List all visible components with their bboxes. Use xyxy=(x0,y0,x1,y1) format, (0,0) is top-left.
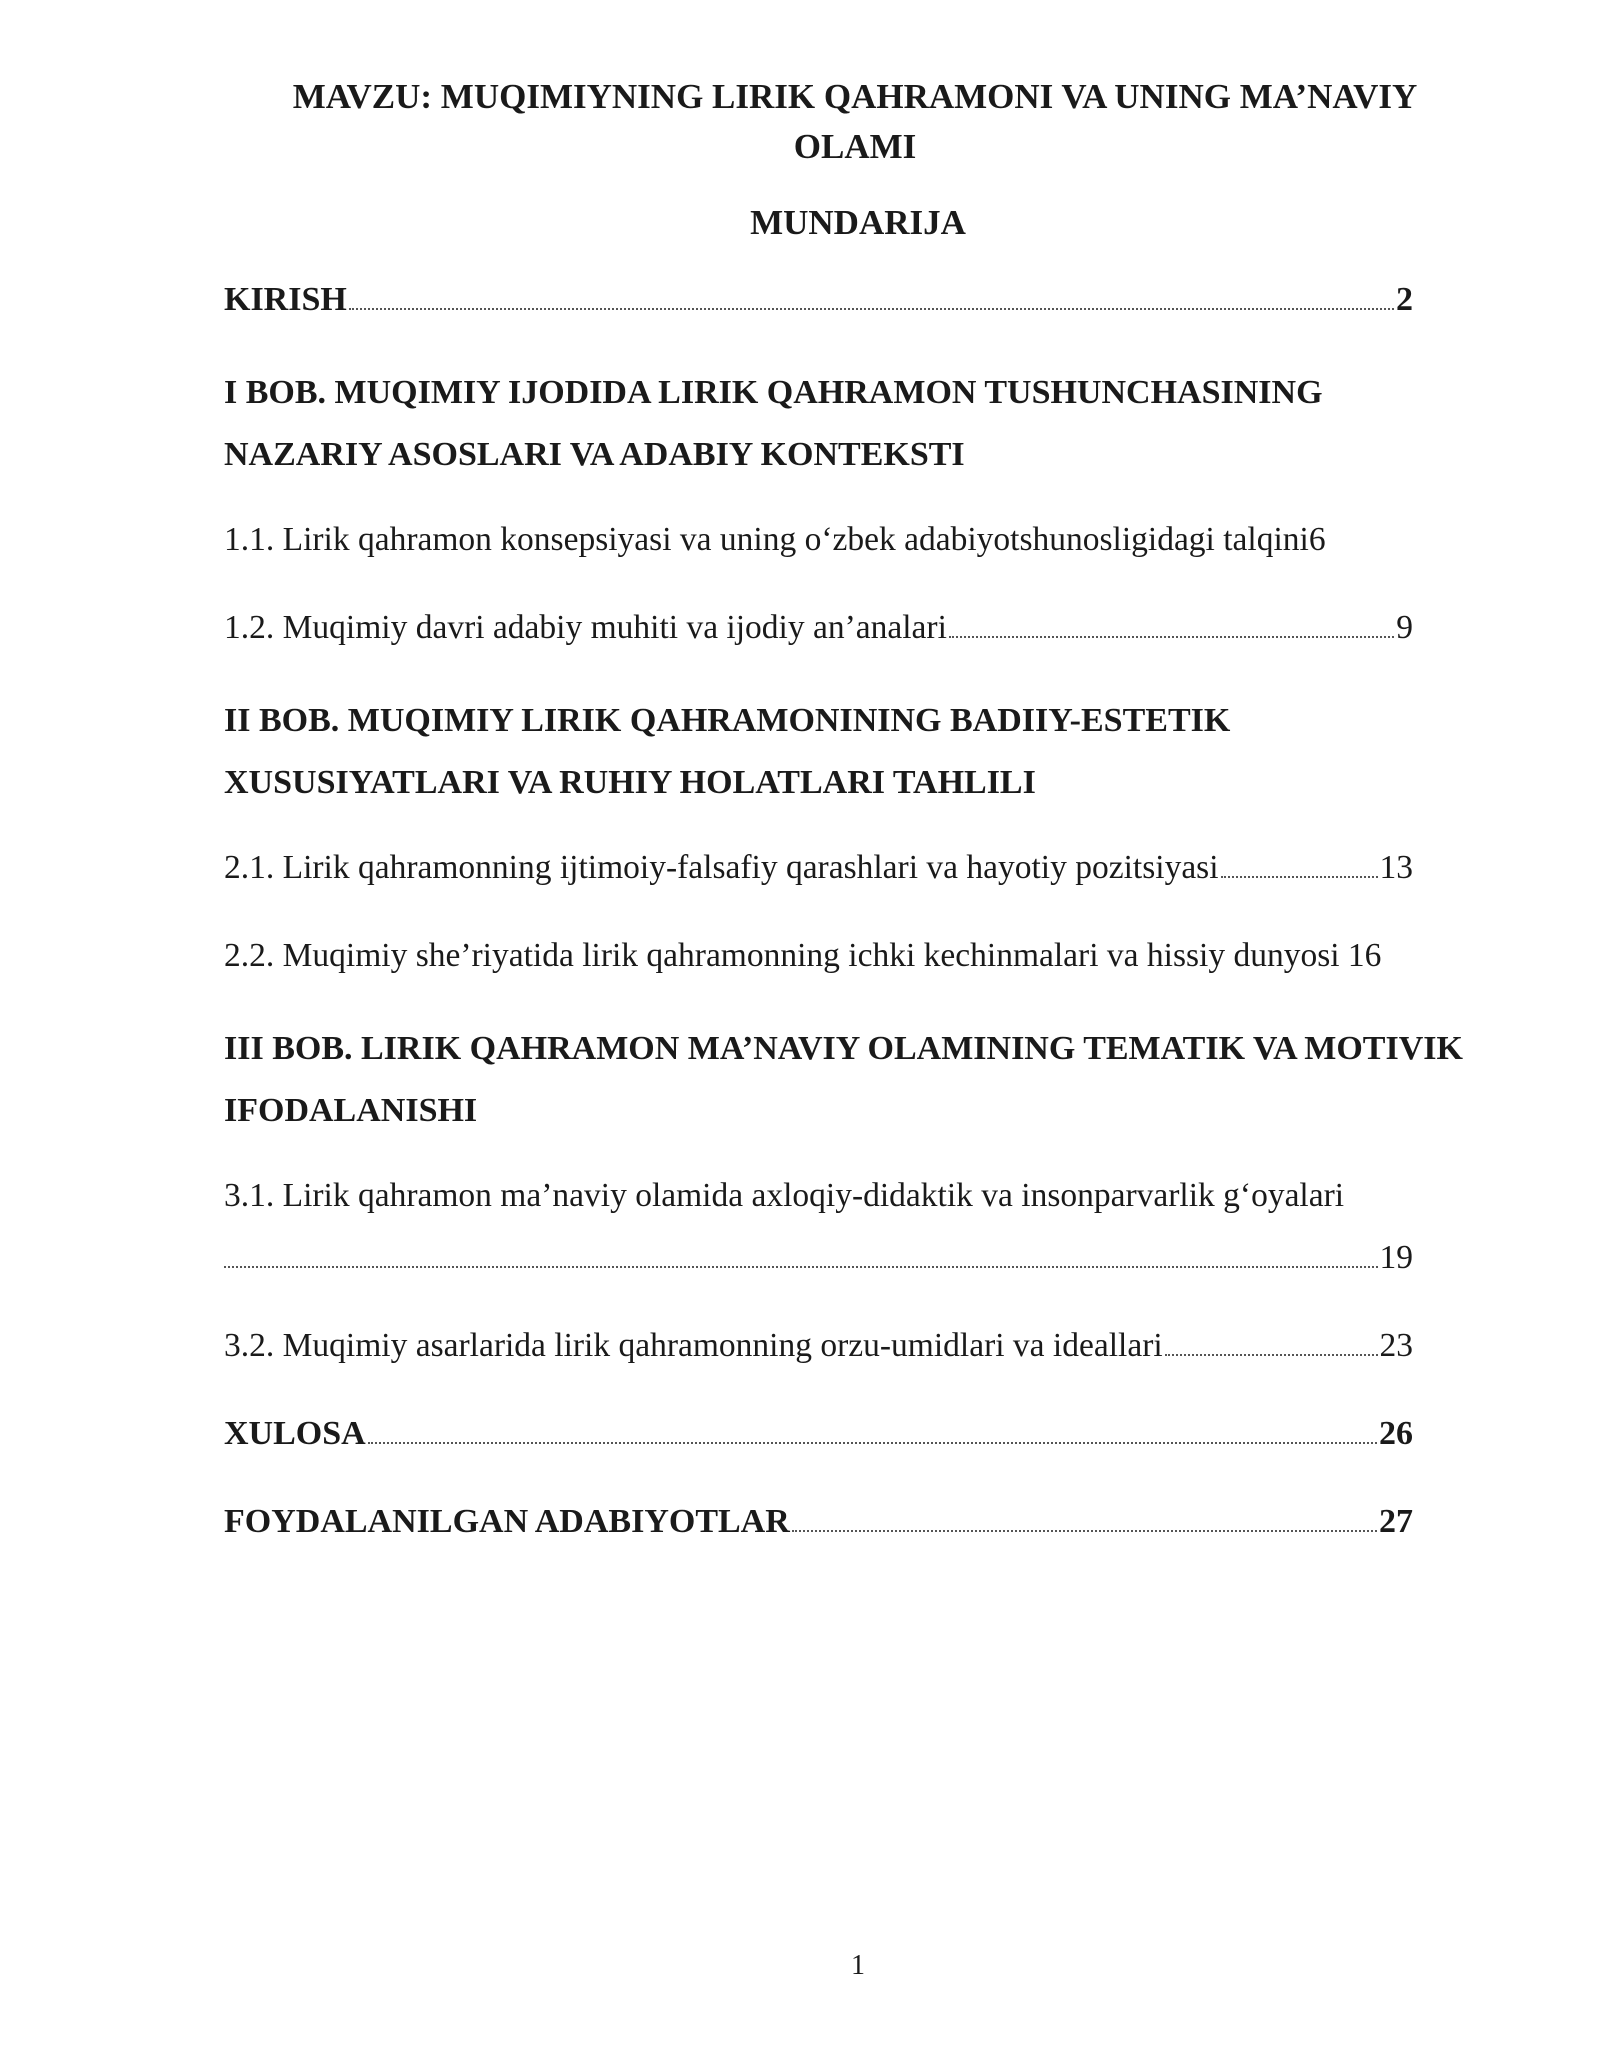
toc-entry-kirish xyxy=(224,278,1413,322)
document-topic: MAVZU: MUQIMIYNING LIRIK QAHRAMONI VA UNING MA’NAVIY OLAMI xyxy=(292,77,1418,166)
toc-entry-page: 9 xyxy=(1396,609,1413,646)
toc-entry-1-1 xyxy=(224,518,1326,562)
toc-chapter-1-heading: I BOB. MUQIMIY IJODIDA LIRIK QAHRAMON TUSHUNCHASINING NAZARIY ASOSLARI VA ADABIY KONTEKSTI xyxy=(224,374,1323,473)
toc-leader-dots xyxy=(368,1441,1377,1444)
toc-entry-1-2 xyxy=(224,606,1413,650)
toc-title: MUNDARIJA xyxy=(750,203,966,242)
toc-entry-page: 23 xyxy=(1379,1327,1413,1364)
toc-entry-label: 1.1. Lirik qahramon konsepsiyasi va uning o‘zbek adabiyotshunosligidagi talqini xyxy=(224,521,1309,558)
toc-entry-page: 2 xyxy=(1396,281,1413,318)
toc-chapter-2-heading: II BOB. MUQIMIY LIRIK QAHRAMONINING BADIIY-ESTETIK XUSUSIYATLARI VA RUHIY HOLATLARI TAHLILI xyxy=(224,702,1231,801)
toc-leader-dots xyxy=(224,1265,1378,1268)
toc-entry-label: XULOSA xyxy=(224,1415,366,1452)
toc-chapter-3-heading: III BOB. LIRIK QAHRAMON MA’NAVIY OLAMINING TEMATIK VA MOTIVIK IFODALANISHI xyxy=(224,1030,1463,1129)
toc-entry-label: 2.2. Muqimiy she’riyatida lirik qahramonning ichki kechinmalari va hissiy dunyosi xyxy=(224,937,1340,974)
toc-entry-page: 19 xyxy=(1379,1239,1413,1276)
toc-entry-page: 16 xyxy=(1347,937,1382,974)
toc-leader-dots xyxy=(1165,1353,1378,1356)
toc-entry-3-1-leader xyxy=(224,1236,1413,1280)
toc-entry-label: 3.2. Muqimiy asarlarida lirik qahramonning orzu-umidlari va ideallari xyxy=(224,1327,1163,1364)
toc-leader-dots xyxy=(792,1529,1377,1532)
toc-entry-page: 13 xyxy=(1379,849,1413,886)
toc-entry-page: 26 xyxy=(1379,1415,1413,1452)
toc-entry-xulosa xyxy=(224,1412,1413,1456)
toc-entry-page: 27 xyxy=(1379,1503,1413,1540)
toc-entry-references xyxy=(224,1500,1413,1544)
toc-leader-dots xyxy=(949,635,1394,638)
toc-leader-dots xyxy=(349,307,1394,310)
toc-entry-label: FOYDALANILGAN ADABIYOTLAR xyxy=(224,1503,790,1540)
toc-entry-page: 6 xyxy=(1308,521,1326,558)
toc-entry-label: 1.2. Muqimiy davri adabiy muhiti va ijodiy an’analari xyxy=(224,609,947,646)
page-number: 1 xyxy=(851,1950,865,1981)
toc-entry-3-1 xyxy=(224,1174,1344,1218)
toc-entry-label: 2.1. Lirik qahramonning ijtimoiy-falsafiy qarashlari va hayotiy pozitsiyasi xyxy=(224,849,1219,886)
toc-leader-dots xyxy=(1221,875,1378,878)
toc-entry-3-2 xyxy=(224,1324,1413,1368)
toc-entry-2-1 xyxy=(224,846,1413,890)
toc-entry-label: 3.1. Lirik qahramon ma’naviy olamida axloqiy-didaktik va insonparvarlik g‘oyalari xyxy=(224,1177,1345,1214)
toc-entry-2-2 xyxy=(224,934,1381,978)
toc-entry-label: KIRISH xyxy=(224,281,347,318)
